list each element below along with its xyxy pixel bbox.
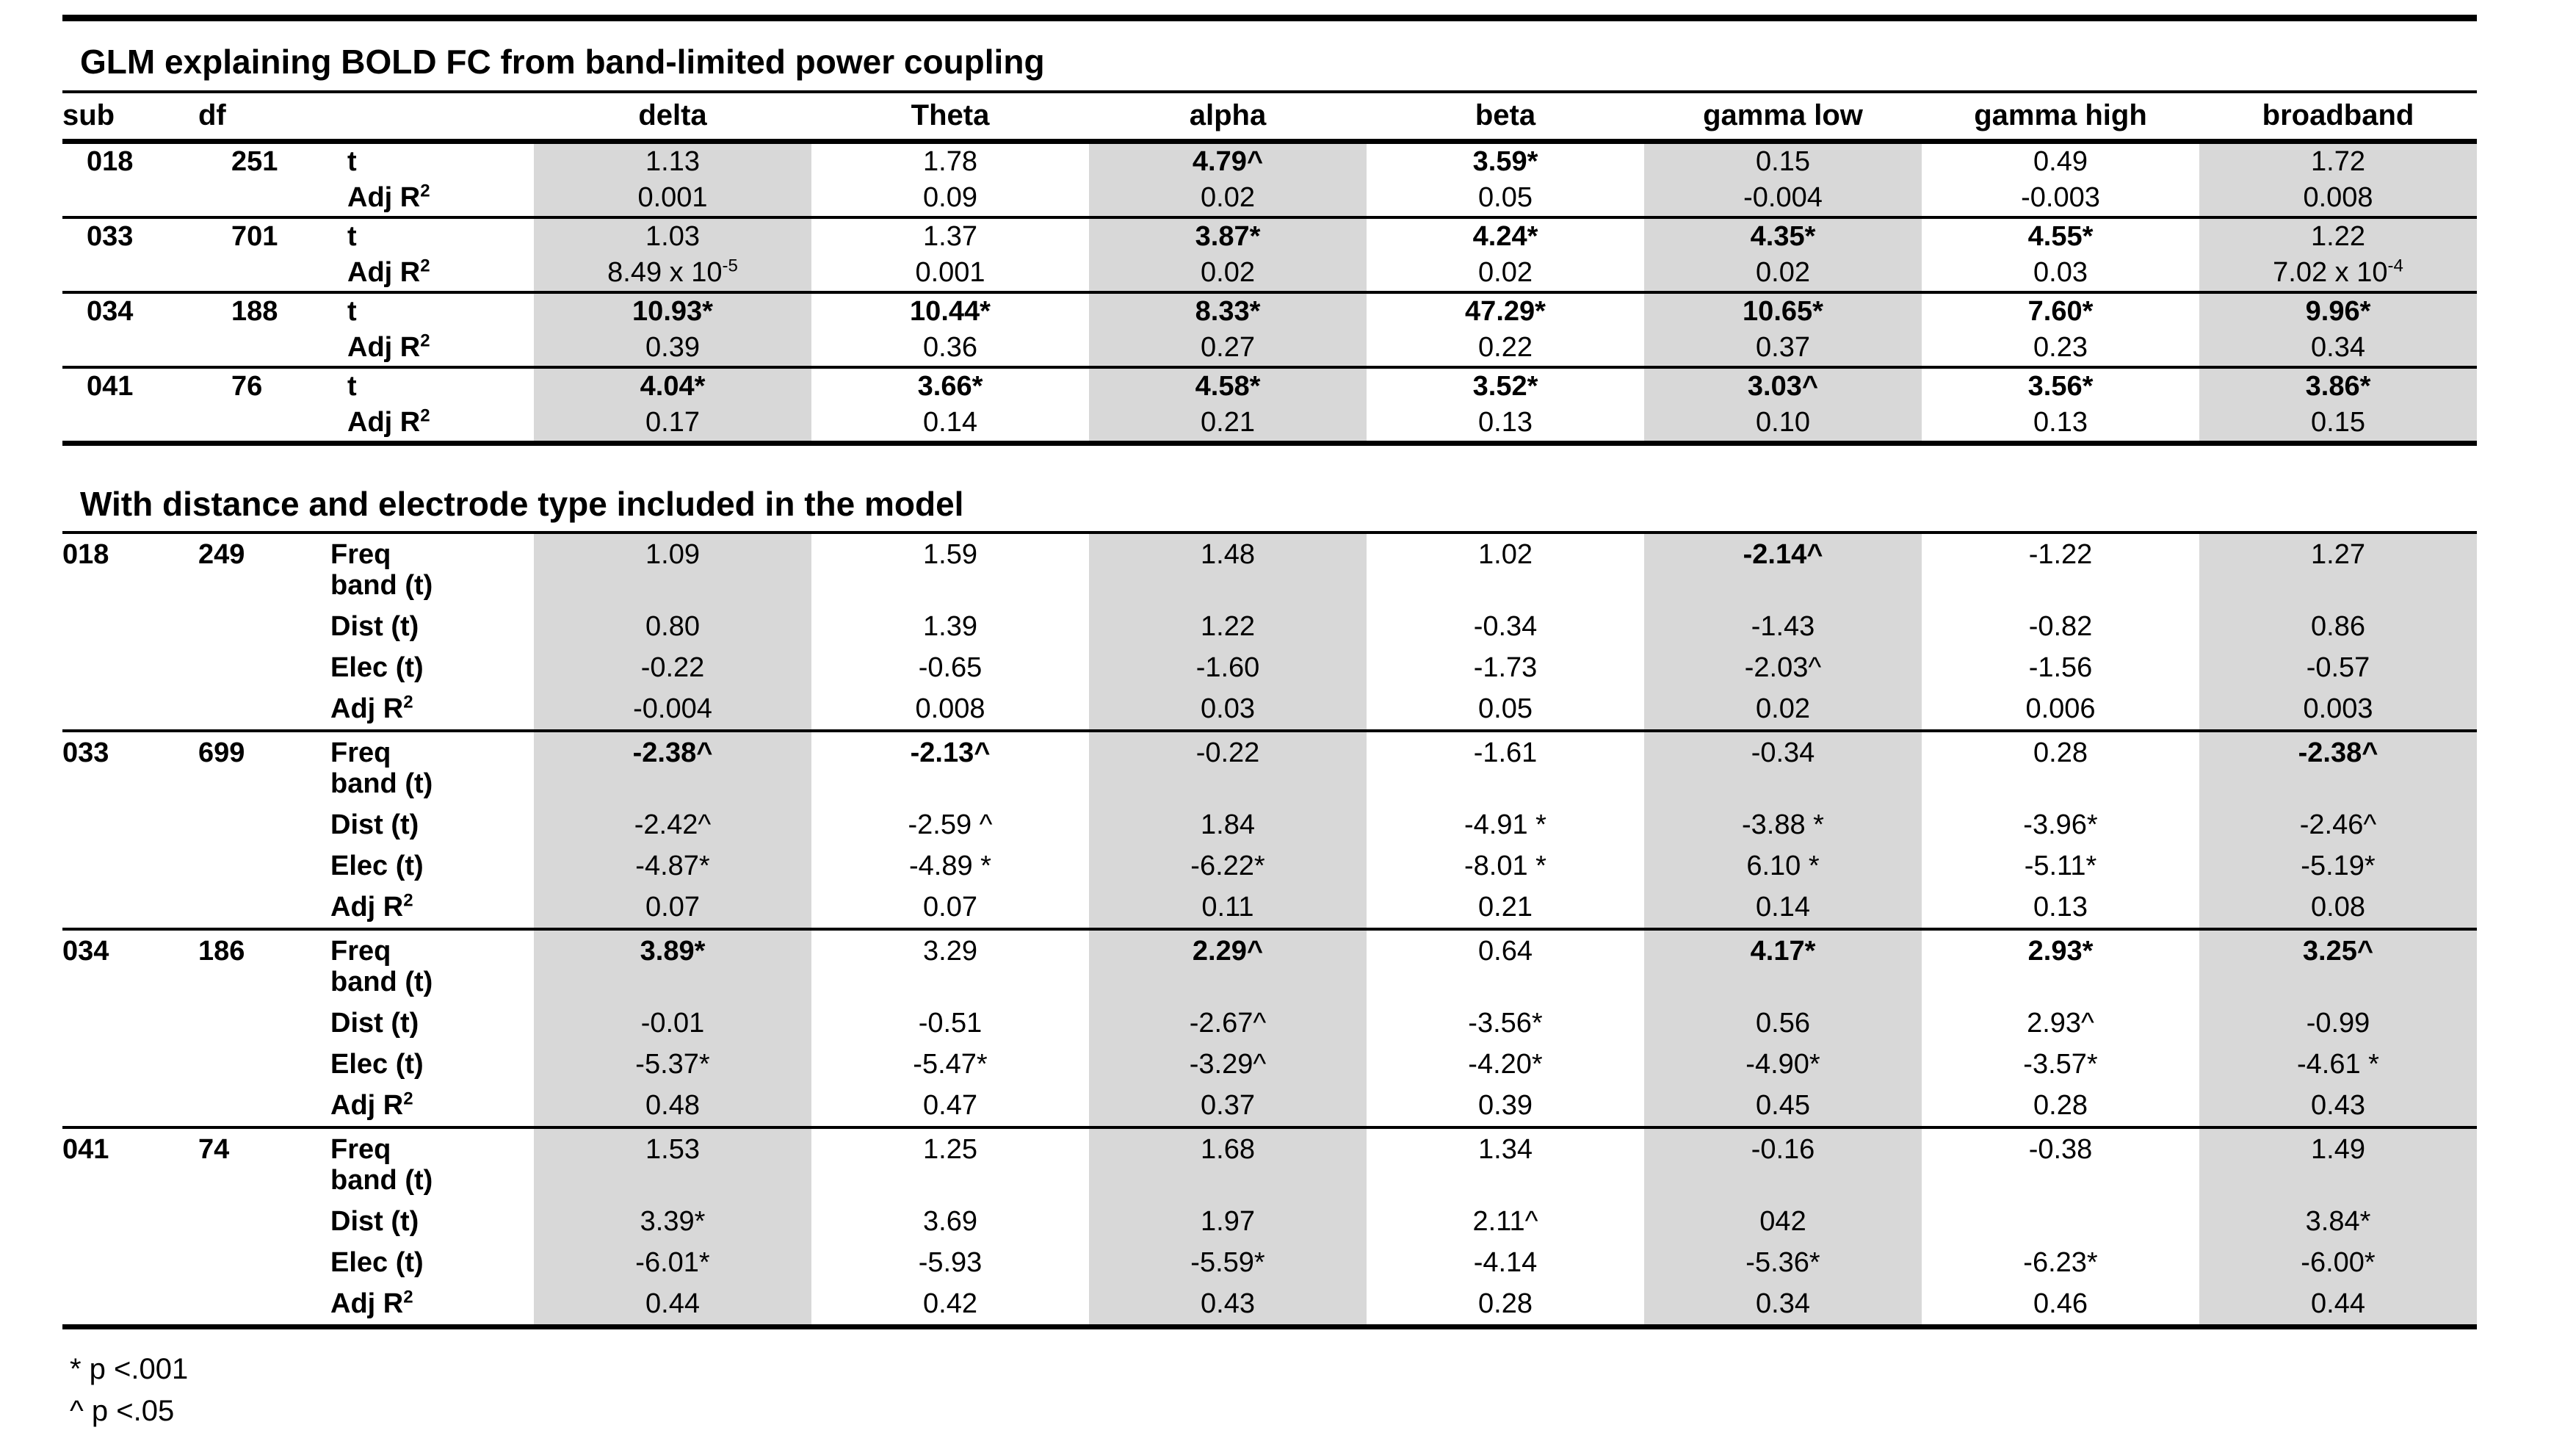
value-cell: 0.03 [1089,688,1367,731]
value-cell: -3.96* [2023,809,2098,840]
value-cell: 0.07 [923,892,977,923]
value-cell: 0.45 [1644,1085,1922,1127]
sub-cell [62,647,198,688]
header-row [62,92,2477,142]
df-cell: 188 [198,292,330,330]
value-cell: 10.65* [1644,292,1922,330]
value-cell: 1.48 [1089,533,1367,606]
df-cell [198,606,330,647]
value-cell: 0.15 [2199,405,2477,444]
value-cell: -6.22* [1089,845,1367,887]
superscript: 2 [403,692,413,712]
table-row [62,292,2477,330]
value-cell: 3.89* [534,929,811,1003]
value-cell: 4.35* [1644,217,1922,255]
value-cell: 0.80 [534,606,811,647]
df-cell [198,804,330,845]
value-cell: 3.87* [1089,217,1367,255]
value-cell: 1.03 [534,217,811,255]
value-cell: -0.38 [1922,1127,2199,1201]
value-cell: -2.42^ [534,804,811,845]
value-cell: 0.46 [2033,1288,2088,1319]
value-cell: 3.59* [1472,146,1538,177]
value-cell: 0.13 [2033,407,2088,438]
sub-cell: 034 [62,292,198,330]
value-cell: -3.29^ [1089,1044,1367,1085]
row-label: Dist (t) [330,611,419,642]
sub-cell: 034 [62,929,198,1003]
value-cell: 3.52* [1367,367,1644,405]
value-cell: 0.15 [1644,142,1922,181]
value-cell: 0.14 [1644,887,1922,929]
value-cell: -0.22 [1089,731,1367,804]
sub-cell [62,180,198,217]
table-row [62,142,2477,181]
df-cell: 186 [198,929,330,1003]
value-cell: 1.53 [534,1127,811,1201]
value-cell: -1.60 [1089,647,1367,688]
table-row [62,1283,2477,1327]
value-cell: -3.57* [2023,1049,2098,1080]
section2-title: With distance and electrode type included in the model [80,485,964,523]
value-cell: -3.56* [1468,1008,1543,1039]
value-cell: -1.43 [1644,606,1922,647]
value-cell: -2.67^ [1089,1003,1367,1044]
value-cell: -1.73 [1473,652,1538,683]
value-cell: 0.86 [2199,606,2477,647]
sub-cell [62,1201,198,1242]
value-cell: -4.61 * [2199,1044,2477,1085]
value-cell: -4.89 * [909,851,991,881]
table-row [62,255,2477,292]
column-header: delta [534,92,811,142]
row-label: Adj $R^2$ [347,181,430,213]
value-cell: -4.87* [534,845,811,887]
value-cell: 0.43 [2199,1085,2477,1127]
value-cell: 1.25 [811,1127,1089,1201]
sub-cell [62,887,198,929]
value-cell: 1.59 [923,539,977,570]
value-cell: 1.84 [1089,804,1367,845]
value-cell: -2.38^ [2199,731,2477,804]
value-cell: 47.29* [1367,292,1644,330]
df-cell [198,845,330,887]
table-row [62,606,2477,647]
value-cell: 2.29^ [1089,929,1367,1003]
df-cell: 249 [198,539,245,570]
superscript: 2 [403,1287,413,1307]
table-row [62,929,2477,1003]
value-cell: 4.24* [1367,217,1644,255]
value-cell: 8.49 x $10^{-5}$ [534,255,811,292]
value-cell: 1.27 [2199,533,2477,606]
value-cell: 4.55* [1922,217,2199,255]
row-label: Adj $R^2$ [347,331,430,363]
value-cell: 0.05 [1478,693,1533,724]
value-cell: 0.42 [923,1288,977,1319]
value-cell: 0.48 [534,1085,811,1127]
value-cell: 3.25^ [2199,929,2477,1003]
value-cell: 0.14 [923,407,977,438]
row-label: t [330,217,534,255]
sub-cell [62,405,198,444]
value-cell: 0.44 [534,1283,811,1327]
value-cell: -5.47* [913,1049,988,1080]
superscript: 2 [420,181,430,201]
value-cell: -2.46^ [2199,804,2477,845]
value-cell: 3.39* [534,1201,811,1242]
table-row [62,845,2477,887]
table-row [62,367,2477,405]
value-cell: 1.13 [534,142,811,181]
row-label: Freq band (t) [330,929,534,1003]
row-label: Dist (t) [330,809,419,840]
df-cell [198,405,330,444]
row-label: Freq band (t) [330,539,433,601]
value-cell: 3.69 [923,1206,977,1237]
value-cell: -3.88 * [1644,804,1922,845]
value-cell: 10.93* [534,292,811,330]
df-cell [198,1242,330,1283]
sub-cell [62,688,198,731]
table-row [62,217,2477,255]
table-row [62,647,2477,688]
value-cell: 0.28 [1922,731,2199,804]
value-cell: -0.34 [1473,611,1538,642]
sub-cell [62,845,198,887]
table-row [62,688,2477,731]
value-cell: 1.39 [923,611,977,642]
section2-table [62,531,2477,1329]
superscript: 2 [403,1089,413,1109]
sub-cell [62,606,198,647]
row-label: t [330,292,534,330]
df-cell: 76 [198,367,330,405]
column-header: alpha [1089,92,1367,142]
value-cell: 0.37 [1644,330,1922,367]
value-cell: -2.59 ^ [908,809,993,840]
row-label: Dist (t) [330,1008,419,1039]
row-label: Dist (t) [330,1206,419,1237]
value-cell: 0.10 [1644,405,1922,444]
column-header: sub [62,92,198,142]
table-row [62,1044,2477,1085]
value-cell: -0.16 [1644,1127,1922,1201]
value-cell: -4.90* [1644,1044,1922,1085]
value-cell: 2.93^ [2027,1008,2094,1039]
row-label: Elec (t) [330,1247,424,1278]
sub-cell [62,330,198,367]
value-cell [1922,1201,2199,1242]
sub-cell: 041 [62,367,198,405]
value-cell: -5.59* [1089,1242,1367,1283]
value-cell: -0.22 [534,647,811,688]
row-label: Elec (t) [330,851,424,881]
value-cell: 0.39 [534,330,811,367]
value-cell: 4.58* [1089,367,1367,405]
value-cell: 1.22 [1089,606,1367,647]
value-cell: -0.34 [1644,731,1922,804]
value-cell: -0.57 [2199,647,2477,688]
value-cell: 6.10 * [1644,845,1922,887]
value-cell: 4.79^ [1089,142,1367,181]
value-cell: -2.38^ [534,731,811,804]
value-cell: 4.04* [534,367,811,405]
table-row [62,804,2477,845]
value-cell: 7.02 x $10^{-4}$ [2199,255,2477,292]
table-row [62,1201,2477,1242]
value-cell: 0.02 [1644,255,1922,292]
value-cell: -2.13^ [811,731,1089,804]
row-label: Adj $R^2$ [330,890,413,923]
value-cell: 1.37 [811,217,1089,255]
value-cell: 3.03^ [1644,367,1922,405]
value-cell: 9.96* [2199,292,2477,330]
value-cell: 0.001 [915,257,985,288]
value-cell: 3.56* [1922,367,2199,405]
table-row [62,1127,2477,1201]
sub-cell [62,1242,198,1283]
row-label: Freq band (t) [330,731,534,804]
sub-cell [62,1003,198,1044]
value-cell: 1.97 [1089,1201,1367,1242]
row-label: Adj $R^2$ [330,692,413,724]
value-cell: 0.21 [1478,892,1533,923]
value-cell: 042 [1644,1201,1922,1242]
value-cell: -5.19* [2199,845,2477,887]
value-cell: -4.14 [1473,1247,1538,1278]
section1-table [62,90,2477,446]
value-cell: 1.68 [1089,1127,1367,1201]
row-label: Adj $R^2$ [347,405,430,438]
sub-cell [62,804,198,845]
value-cell: 0.17 [534,405,811,444]
value-cell: -8.01 * [1464,851,1546,881]
superscript: 2 [420,331,430,351]
df-cell: 701 [198,217,330,255]
table-row [62,731,2477,804]
top-rule [62,15,2477,21]
value-cell: -0.004 [1644,180,1922,217]
value-cell: 0.02 [1089,255,1367,292]
df-cell: 74 [198,1127,330,1201]
value-cell: 2.11^ [1472,1206,1538,1237]
value-cell: -0.004 [534,688,811,731]
df-cell [198,255,330,292]
column-header [330,92,534,142]
value-cell: 0.49 [2033,146,2088,177]
value-cell: -5.36* [1644,1242,1922,1283]
column-header: gamma low [1644,92,1922,142]
column-header: Theta [811,92,1089,142]
value-cell: 0.008 [915,693,985,724]
value-cell: 0.21 [1089,405,1367,444]
sub-cell: 033 [62,731,198,804]
value-cell: 0.47 [923,1090,977,1121]
superscript: -4 [2387,256,2403,276]
value-cell: 1.09 [534,533,811,606]
value-cell: 3.84* [2199,1201,2477,1242]
df-cell [198,1085,330,1127]
value-cell: 1.78 [923,146,977,177]
value-cell: 0.39 [1478,1090,1533,1121]
value-cell: 0.56 [1644,1003,1922,1044]
value-cell: -0.82 [2028,611,2093,642]
value-cell: 0.001 [534,180,811,217]
value-cell: -5.37* [534,1044,811,1085]
table-row [62,330,2477,367]
value-cell: 0.23 [2033,332,2088,363]
value-cell: 2.93* [1922,929,2199,1003]
column-header: beta [1367,92,1644,142]
paper-table-page [62,0,2477,1432]
value-cell: -1.56 [2028,652,2093,683]
sub-cell: 041 [62,1127,198,1201]
value-cell: 0.34 [2199,330,2477,367]
value-cell: 0.28 [1478,1288,1533,1319]
column-header: broadband [2199,92,2477,142]
value-cell: 0.11 [1089,887,1367,929]
df-cell [198,1044,330,1085]
superscript: -5 [722,256,738,276]
row-label: t [330,367,534,405]
footnotes [70,1349,2477,1432]
column-header: gamma high [1922,92,2199,142]
value-cell: 3.29 [811,929,1089,1003]
value-cell: -2.14^ [1644,533,1922,606]
value-cell: 1.02 [1478,539,1533,570]
sub-cell [62,1044,198,1085]
value-cell: 0.03 [2033,257,2088,288]
value-cell: 0.34 [1644,1283,1922,1327]
value-cell: -0.003 [2021,182,2100,213]
value-cell: -4.20* [1468,1049,1543,1080]
row-label: Adj $R^2$ [347,256,430,288]
value-cell: 0.008 [2199,180,2477,217]
value-cell: -0.65 [918,652,983,683]
row-label: Adj $R^2$ [330,1287,413,1319]
table-row [62,1085,2477,1127]
sub-cell [62,1085,198,1127]
value-cell: 0.28 [2033,1090,2088,1121]
value-cell: -5.93 [918,1247,983,1278]
value-cell: 0.43 [1089,1283,1367,1327]
value-cell: 1.49 [2199,1127,2477,1201]
value-cell: -5.11* [2024,851,2097,881]
value-cell: 4.17* [1644,929,1922,1003]
table-row [62,405,2477,444]
sub-cell: 018 [62,539,109,570]
value-cell: 1.72 [2199,142,2477,181]
df-cell [198,180,330,217]
value-cell: 7.60* [1922,292,2199,330]
value-cell: -0.99 [2199,1003,2477,1044]
value-cell: 1.22 [2199,217,2477,255]
table-row [62,887,2477,929]
table-row [62,1003,2477,1044]
value-cell: -0.51 [918,1008,983,1039]
row-label: Elec (t) [330,1049,424,1080]
value-cell: 0.05 [1478,182,1533,213]
value-cell: -1.22 [2028,539,2093,570]
value-cell: 0.02 [1089,180,1367,217]
sub-cell [62,255,198,292]
df-cell [198,1201,330,1242]
df-cell [198,1003,330,1044]
value-cell: 0.07 [534,887,811,929]
footnote-caret: ^ p <.05 [70,1395,175,1427]
value-cell: -6.00* [2199,1242,2477,1283]
footnote-star: * p <.001 [70,1353,189,1385]
value-cell: -4.91 * [1464,809,1546,840]
sub-cell: 033 [62,217,198,255]
value-cell: -6.01* [534,1242,811,1283]
value-cell: 10.44* [811,292,1089,330]
value-cell: -0.01 [534,1003,811,1044]
value-cell: -6.23* [2023,1247,2098,1278]
df-cell [198,1283,330,1327]
value-cell: 0.003 [2199,688,2477,731]
value-cell: 0.22 [1478,332,1533,363]
value-cell: 0.02 [1644,688,1922,731]
row-label: t [347,146,357,177]
df-cell [198,887,330,929]
value-cell: 3.86* [2199,367,2477,405]
df-cell [198,688,330,731]
value-cell: -2.03^ [1644,647,1922,688]
value-cell: 3.66* [811,367,1089,405]
row-label: Adj $R^2$ [330,1089,413,1121]
value-cell: -1.61 [1367,731,1644,804]
value-cell: 0.13 [1478,407,1533,438]
sub-cell: 018 [87,146,134,177]
df-cell [198,647,330,688]
section1-title: GLM explaining BOLD FC from band-limited power coupling [80,43,1045,81]
superscript: 2 [420,256,430,276]
table-row [62,1242,2477,1283]
df-cell [198,330,330,367]
table-row [62,180,2477,217]
superscript: 2 [420,405,430,426]
row-label: Freq band (t) [330,1127,534,1201]
value-cell: 0.006 [2025,693,2096,724]
df-cell: 699 [198,731,330,804]
value-cell: 0.02 [1478,257,1533,288]
table-row [62,533,2477,606]
value-cell: 1.34 [1367,1127,1644,1201]
value-cell: 8.33* [1089,292,1367,330]
row-label: Elec (t) [330,652,424,683]
value-cell: 0.09 [923,182,977,213]
value-cell: 0.13 [2033,892,2088,923]
value-cell: 0.36 [923,332,977,363]
superscript: 2 [403,890,413,911]
value-cell: 0.44 [2199,1283,2477,1327]
df-cell: 251 [231,146,278,177]
value-cell: 0.64 [1367,929,1644,1003]
value-cell: 0.08 [2199,887,2477,929]
sub-cell [62,1283,198,1327]
value-cell: 0.27 [1089,330,1367,367]
value-cell: 0.37 [1089,1085,1367,1127]
column-header: df [198,92,330,142]
